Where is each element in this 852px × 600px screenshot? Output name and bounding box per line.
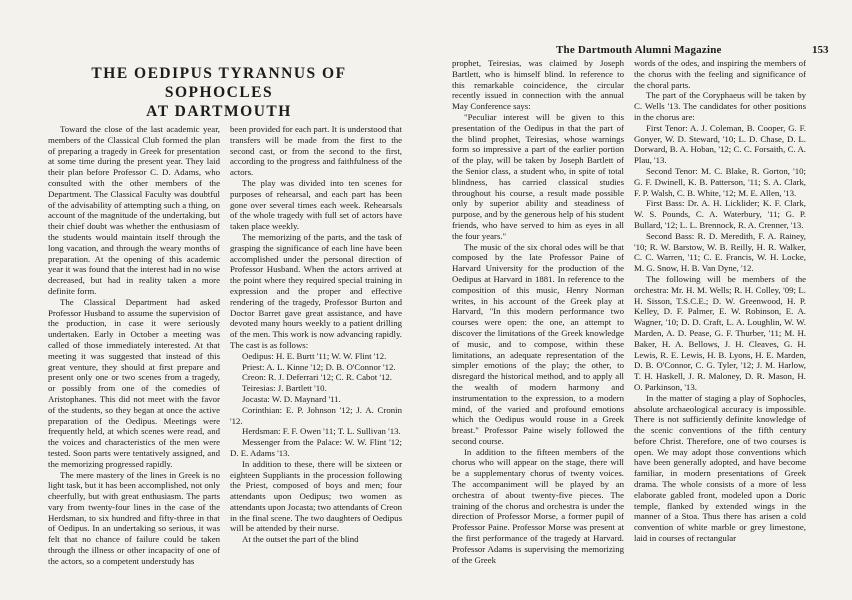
paragraph: First Bass: Dr. A. H. Licklider; K. F. Clark, W. S. Pounds, C. A. Waterbury, '11; G. P. Bullard, '12; L. L. Brennock, R. A. Crenner, '13.: [634, 198, 806, 230]
paragraph: The play was divided into ten scenes for purposes of rehearsal, and each part has been gone over several times each week. Rehearsals of the whole tragedy with full set of actors have taken place weekly.: [230, 177, 402, 232]
article-title: [55, 64, 383, 121]
paragraph: Toward the close of the last academic year, members of the Classical Club formed the plan of preparing a tragedy in Greek for presentation at some time during the present year. They laid their plan before Professor C. D. Adams, who consulted with the other members of the Department. The Classical Faculty was doubtful of the advisability of attempting such a thing, on account of the magnitude of the undertaking, but their chief doubt was whether the enthusiasm of the students would maintain itself through the long vacation, and through the weary months of preparation. At the opening of this academic year it was found that the interest had in no wise decreased, but had in reality taken a more definite form.: [48, 124, 220, 296]
paragraph: In addition to the fifteen members of the chorus who will appear on the stage, there will be a supplementary chorus of twenty voices. The accompaniment will be played by an orchestra of about twenty-five pieces. The training of the chorus and orchestra is under the direction of Professor Morse, a former pupil of Professor Paine. Professor Morse was present at the first performance of the tragedy at Harvard. Professor Adams is supervising the memorizing of the Greek: [452, 446, 624, 565]
cast-entry: Herdsman: F. F. Owen '11; T. L. Sullivan '13.: [242, 426, 401, 437]
paragraph: The Classical Department had asked Professor Husband to assume the supervision of the production, in case it were seriously undertaken. Early in October a meeting was called of those immediately interested. At that meeting it was suggested that instead of this great venture, they should at first prepare and present only one or two scenes from a tragedy, or possibly from one of the comedies of Aristophanes. This did not meet with the favor of the students, so they began at once the active preparation of the Oedipus. Meetings were frequently held, at which scenes were read, and the voices and characteristics of the men were tested. Soon parts were tentatively assigned, and the memorizing progressed rapidly.: [48, 296, 220, 469]
cast-entry: Corinthian: E. P. Johnson '12; J. A. Cronin '12.: [230, 404, 402, 426]
cast-entry: Messenger from the Palace: W. W. Flint '12; D. E. Adams '13.: [230, 437, 402, 458]
cast-entry: Creon: R. J. Deferrari '12; C. R. Cabot '12.: [242, 372, 393, 383]
column-1: [48, 124, 220, 590]
page-number: 153: [812, 44, 829, 56]
column-2: [230, 124, 402, 590]
paragraph: been provided for each part. It is understood that transfers will be made from the first to the second cast, or from the second to the first, according to the progress and faithfulness of the actors.: [230, 124, 402, 178]
paragraph: The part of the Coryphaeus will be taken by C. Wells '13. The candidates for other positions in the chorus are:: [634, 90, 806, 122]
paragraph: prophet, Teiresias, was claimed by Joseph Bartlett, who is himself blind. In reference to this remarkable coincidence, the circular recently issued in connection with the annual May Conference says:: [452, 58, 624, 112]
title-line-2: AT DARTMOUTH: [146, 103, 292, 120]
paragraph: In the matter of staging a play of Sophocles, absolute archaeological accuracy is impossible. There is not sufficiently definite knowledge of the scenic conventions of the fifth century before Christ. Therefore, one of two courses is open. We may adopt those conventions which have been generally adopted, and have become familiar, in modern presentations of Greek drama. The whole consists of a more of less elaborate gabled front, modeled upon a Doric temple, flanked by extended wings in the manner of a Stoa. Thus there has arisen a cold convention of white marble or grey limestone, laid in courses of rectangular: [634, 392, 806, 544]
paragraph: "Peculiar interest will be given to this presentation of the Oedipus in that the part of the blind prophet, Teiresias, whose warnings form so impressive a part of the earlier portion of the play, will be taken by Joseph Bartlett of the Senior class, a student who, in spite of total blindness, has carried classical studies throughout his course, a result made possible only by superior ability and steadiness of purpose, and by the generous help of his student friends, who have served to him as eyes in all the four years.": [452, 111, 624, 241]
paragraph: The mere mastery of the lines in Greek is no light task, but it has been accomplished, not only cheerfully, but with great enthusiasm. The parts vary from twenty-four lines in the case of the Herdsman, to six hundred and fifty-three in that of Oedipus. In an undertaking so serious, it was felt that no chance of failure could be taken through the illness or other incapacity of one of the actors, so a competent understudy has: [48, 469, 220, 566]
paragraph: The music of the six choral odes will be that composed by the late Professor Paine of Harvard University for the production of the Oedipus at Harvard in 1881. In reference to the composition of this music, Henry Norman writes, in his account of the Greek play at Harvard, "In this modern performance two courses were open: the one, an attempt to discover the limitations of the Greek knowledge of music, and to compose, within these limitations, an adequate representation of the simpler emotions of the play; the other, to disregard the historical method, and to apply all the wealth of modern harmony and instrumentation to the expression, to a modern mind, of the varied and profound emotions which the Oedipus would rouse in a Greek breast." Professor Paine wisely followed the second course.: [452, 241, 624, 446]
paragraph: Second Tenor: M. C. Blake, R. Gorton, '10; G. F. Dwinell, K. B. Patterson, '11; S. A. Clark, F. P. Walsh, C. B. White, '12; M. E. Allen, '13.: [634, 165, 806, 198]
title-line-1: THE OEDIPUS TYRANNUS OF SOPHOCLES: [91, 65, 347, 101]
cast-list: [230, 351, 402, 459]
running-head: The Dartmouth Alumni Magazine: [556, 44, 722, 56]
cast-entry: Jocasta: W. D. Maynard '11.: [242, 393, 341, 404]
cast-entry: Oedipus: H. E. Burtt '11; W. W. Flint '12.: [242, 350, 387, 361]
column-3: [452, 58, 624, 590]
column-4: [634, 58, 806, 590]
paragraph: The following will be members of the orchestra: Mr. H. M. Wells; R. H. Colley, '09; L. H. Sisson, T.S.C.E.; D. W. Greenwood, H. P. Kelley, D. F. Palmer, E. W. Robinson, E. A. Wagner, '10; D. D. Craft, L. A. Loughlin, W. W. Marden, A. D. Pease, G. F. Thurber, '11; M. H. Baker, H. A. Bellows, J. H. Cleaves, G. H. Lewis, R. E. Lewis, H. B. Lyons, H. E. Marden, D. B. O'Connor, C. G. Tyler, '12; J. M. Harlow, T. H. Haskell, J. R. Maloney, D. R. Mason, H. O. Parkinson, '13.: [634, 273, 806, 392]
paragraph: At the outset the part of the blind: [242, 534, 359, 545]
paragraph: First Tenor: A. J. Coleman, B. Cooper, G. F. Gonyer, W. D. Steward, '10; L. D. Chase, D. L. Dorward, B. A. Hoban, '12; C. C. Forsaith, C. A. Plau, '13.: [634, 122, 806, 166]
paragraph: In addition to these, there will be sixteen or eighteen Suppliants in the procession following the Priest, composed of boys and men; four attendants upon Oedipus; two women as attendants upon Jocasta; two attendants of Creon in the final scene. The two daughters of Oedipus will be attended by their nurse.: [230, 458, 402, 534]
paragraph: The memorizing of the parts, and the task of grasping the significance of each line have been accomplished under the personal direction of Professor Husband. When the actors arrived at the point where they required special training in expression and the proper and effective rendering of the tragedy, Professor Burton and Doctor Barret gave great assistance, and have devoted many hours weekly to a patient drilling of the men. This work is now advancing rapidly. The cast is as follows:: [230, 231, 402, 350]
paragraph: Second Bass: R. D. Meredith, F. A. Rainey, '10; R. W. Barstow, W. B. Reilly, H. R. Walker, C. C. Warren, '11; C. E. Francis, W. H. Locke, M. G. Snow, H. B. Van Dyne, '12.: [634, 230, 806, 274]
cast-entry: Priest: A. L. Kinne '12; D. B. O'Connor '12.: [242, 361, 396, 372]
paragraph: words of the odes, and inspiring the members of the chorus with the feeling and significance of the choral parts.: [634, 58, 806, 90]
cast-entry: Teiresias: J. Bartlett '10.: [242, 383, 327, 394]
